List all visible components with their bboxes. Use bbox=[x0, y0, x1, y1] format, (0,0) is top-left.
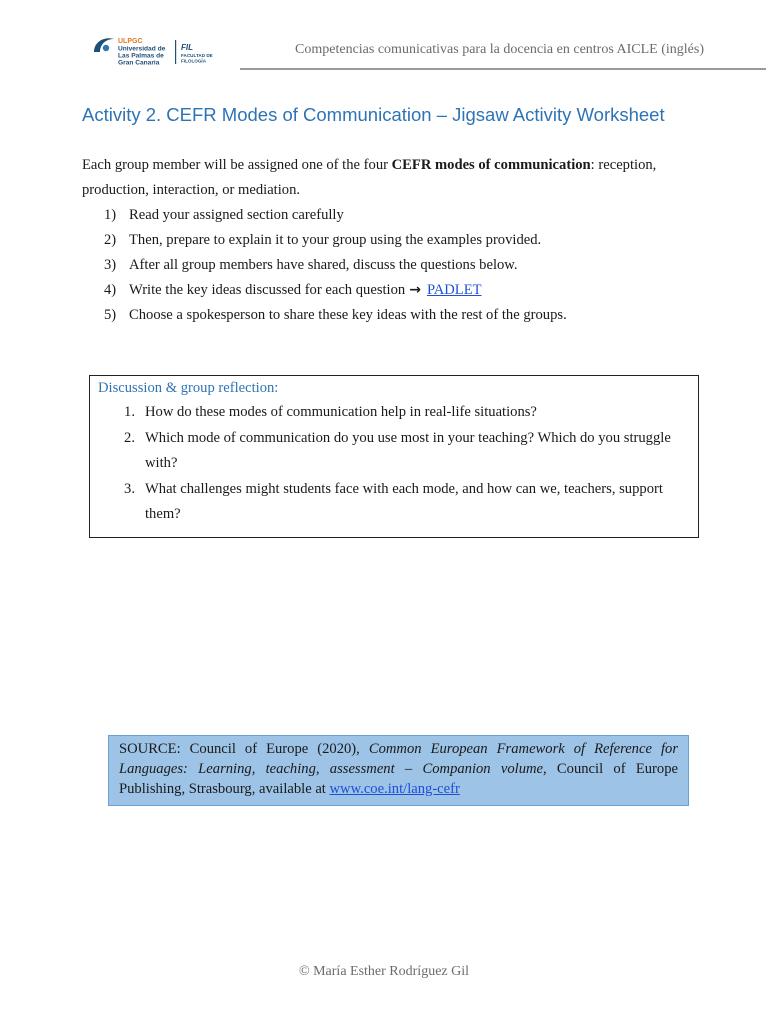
question-number: 2. bbox=[124, 430, 135, 446]
source-citation-box bbox=[108, 735, 689, 806]
step-number: 3) bbox=[104, 257, 117, 273]
question-text: What challenges might students face with each mode, and how can we, teachers, support them? bbox=[145, 481, 663, 522]
list-item bbox=[82, 278, 722, 303]
discussion-title: Discussion & group reflection: bbox=[98, 380, 279, 396]
header-divider bbox=[240, 68, 766, 70]
list-item bbox=[82, 203, 722, 228]
ulpgc-short-text: ULPGC bbox=[118, 38, 143, 45]
question-text: Which mode of communication do you use most in your teaching? Which do you struggle with? bbox=[145, 430, 671, 471]
discussion-questions bbox=[98, 400, 688, 528]
step-number: 4) bbox=[104, 282, 117, 298]
step-number: 5) bbox=[104, 307, 117, 323]
intro-text-2: : reception, production, interaction, or mediation. bbox=[82, 157, 657, 198]
list-item bbox=[98, 400, 688, 425]
step-text: Write the key ideas discussed for each question bbox=[129, 282, 406, 298]
fil-short-text: FIL bbox=[181, 43, 193, 52]
list-item bbox=[98, 426, 688, 476]
question-text: How do these modes of communication help in real-life situations? bbox=[145, 404, 537, 420]
header-logo bbox=[92, 34, 222, 68]
intro-paragraph bbox=[82, 153, 706, 203]
list-item bbox=[82, 228, 722, 253]
ulpgc-line2: Las Palmas de bbox=[118, 52, 164, 60]
step-number: 1) bbox=[104, 207, 117, 223]
source-tail: , Council of Europe Publishing, Strasbourg, available at bbox=[119, 761, 678, 797]
step-text: Read your assigned section carefully bbox=[129, 207, 344, 223]
intro-bold: CEFR modes of communication bbox=[391, 157, 591, 173]
page-title: Activity 2. CEFR Modes of Communication – Jigsaw Activity Worksheet bbox=[82, 104, 665, 125]
footer-copyright: © María Esther Rodríguez Gil bbox=[298, 964, 470, 979]
step-text: Then, prepare to explain it to your group using the examples provided. bbox=[129, 232, 542, 248]
source-lead: SOURCE: Council of Europe (2020), bbox=[119, 741, 369, 757]
fil-line1: FACULTAD DE bbox=[181, 53, 213, 58]
intro-text-1: Each group member will be assigned one of the four bbox=[82, 157, 392, 173]
source-title: Common European Framework of Reference for Languages: Learning, teaching, assessment – Companion volume bbox=[119, 741, 678, 777]
ulpgc-line3: Gran Canaria bbox=[118, 59, 160, 67]
padlet-link[interactable]: PADLET bbox=[426, 282, 482, 298]
fil-line2: FILOLOGÍA bbox=[181, 58, 207, 64]
course-title: Competencias comunicativas para la docencia en centros AICLE (inglés) bbox=[295, 42, 704, 57]
list-item bbox=[82, 253, 722, 278]
list-item bbox=[82, 303, 722, 328]
source-link[interactable]: www.coe.int/lang-cefr bbox=[329, 781, 460, 797]
university-logo-icon bbox=[92, 34, 222, 68]
question-number: 3. bbox=[124, 481, 135, 497]
question-number: 1. bbox=[124, 404, 135, 420]
step-number: 2) bbox=[104, 232, 117, 248]
instruction-steps bbox=[82, 203, 722, 328]
step-text: After all group members have shared, discuss the questions below. bbox=[129, 257, 518, 273]
list-item bbox=[98, 477, 688, 527]
arrow-right-icon: → bbox=[409, 282, 421, 298]
step-text: Choose a spokesperson to share these key ideas with the rest of the groups. bbox=[129, 307, 567, 323]
ulpgc-line1: Universidad de bbox=[118, 45, 166, 53]
